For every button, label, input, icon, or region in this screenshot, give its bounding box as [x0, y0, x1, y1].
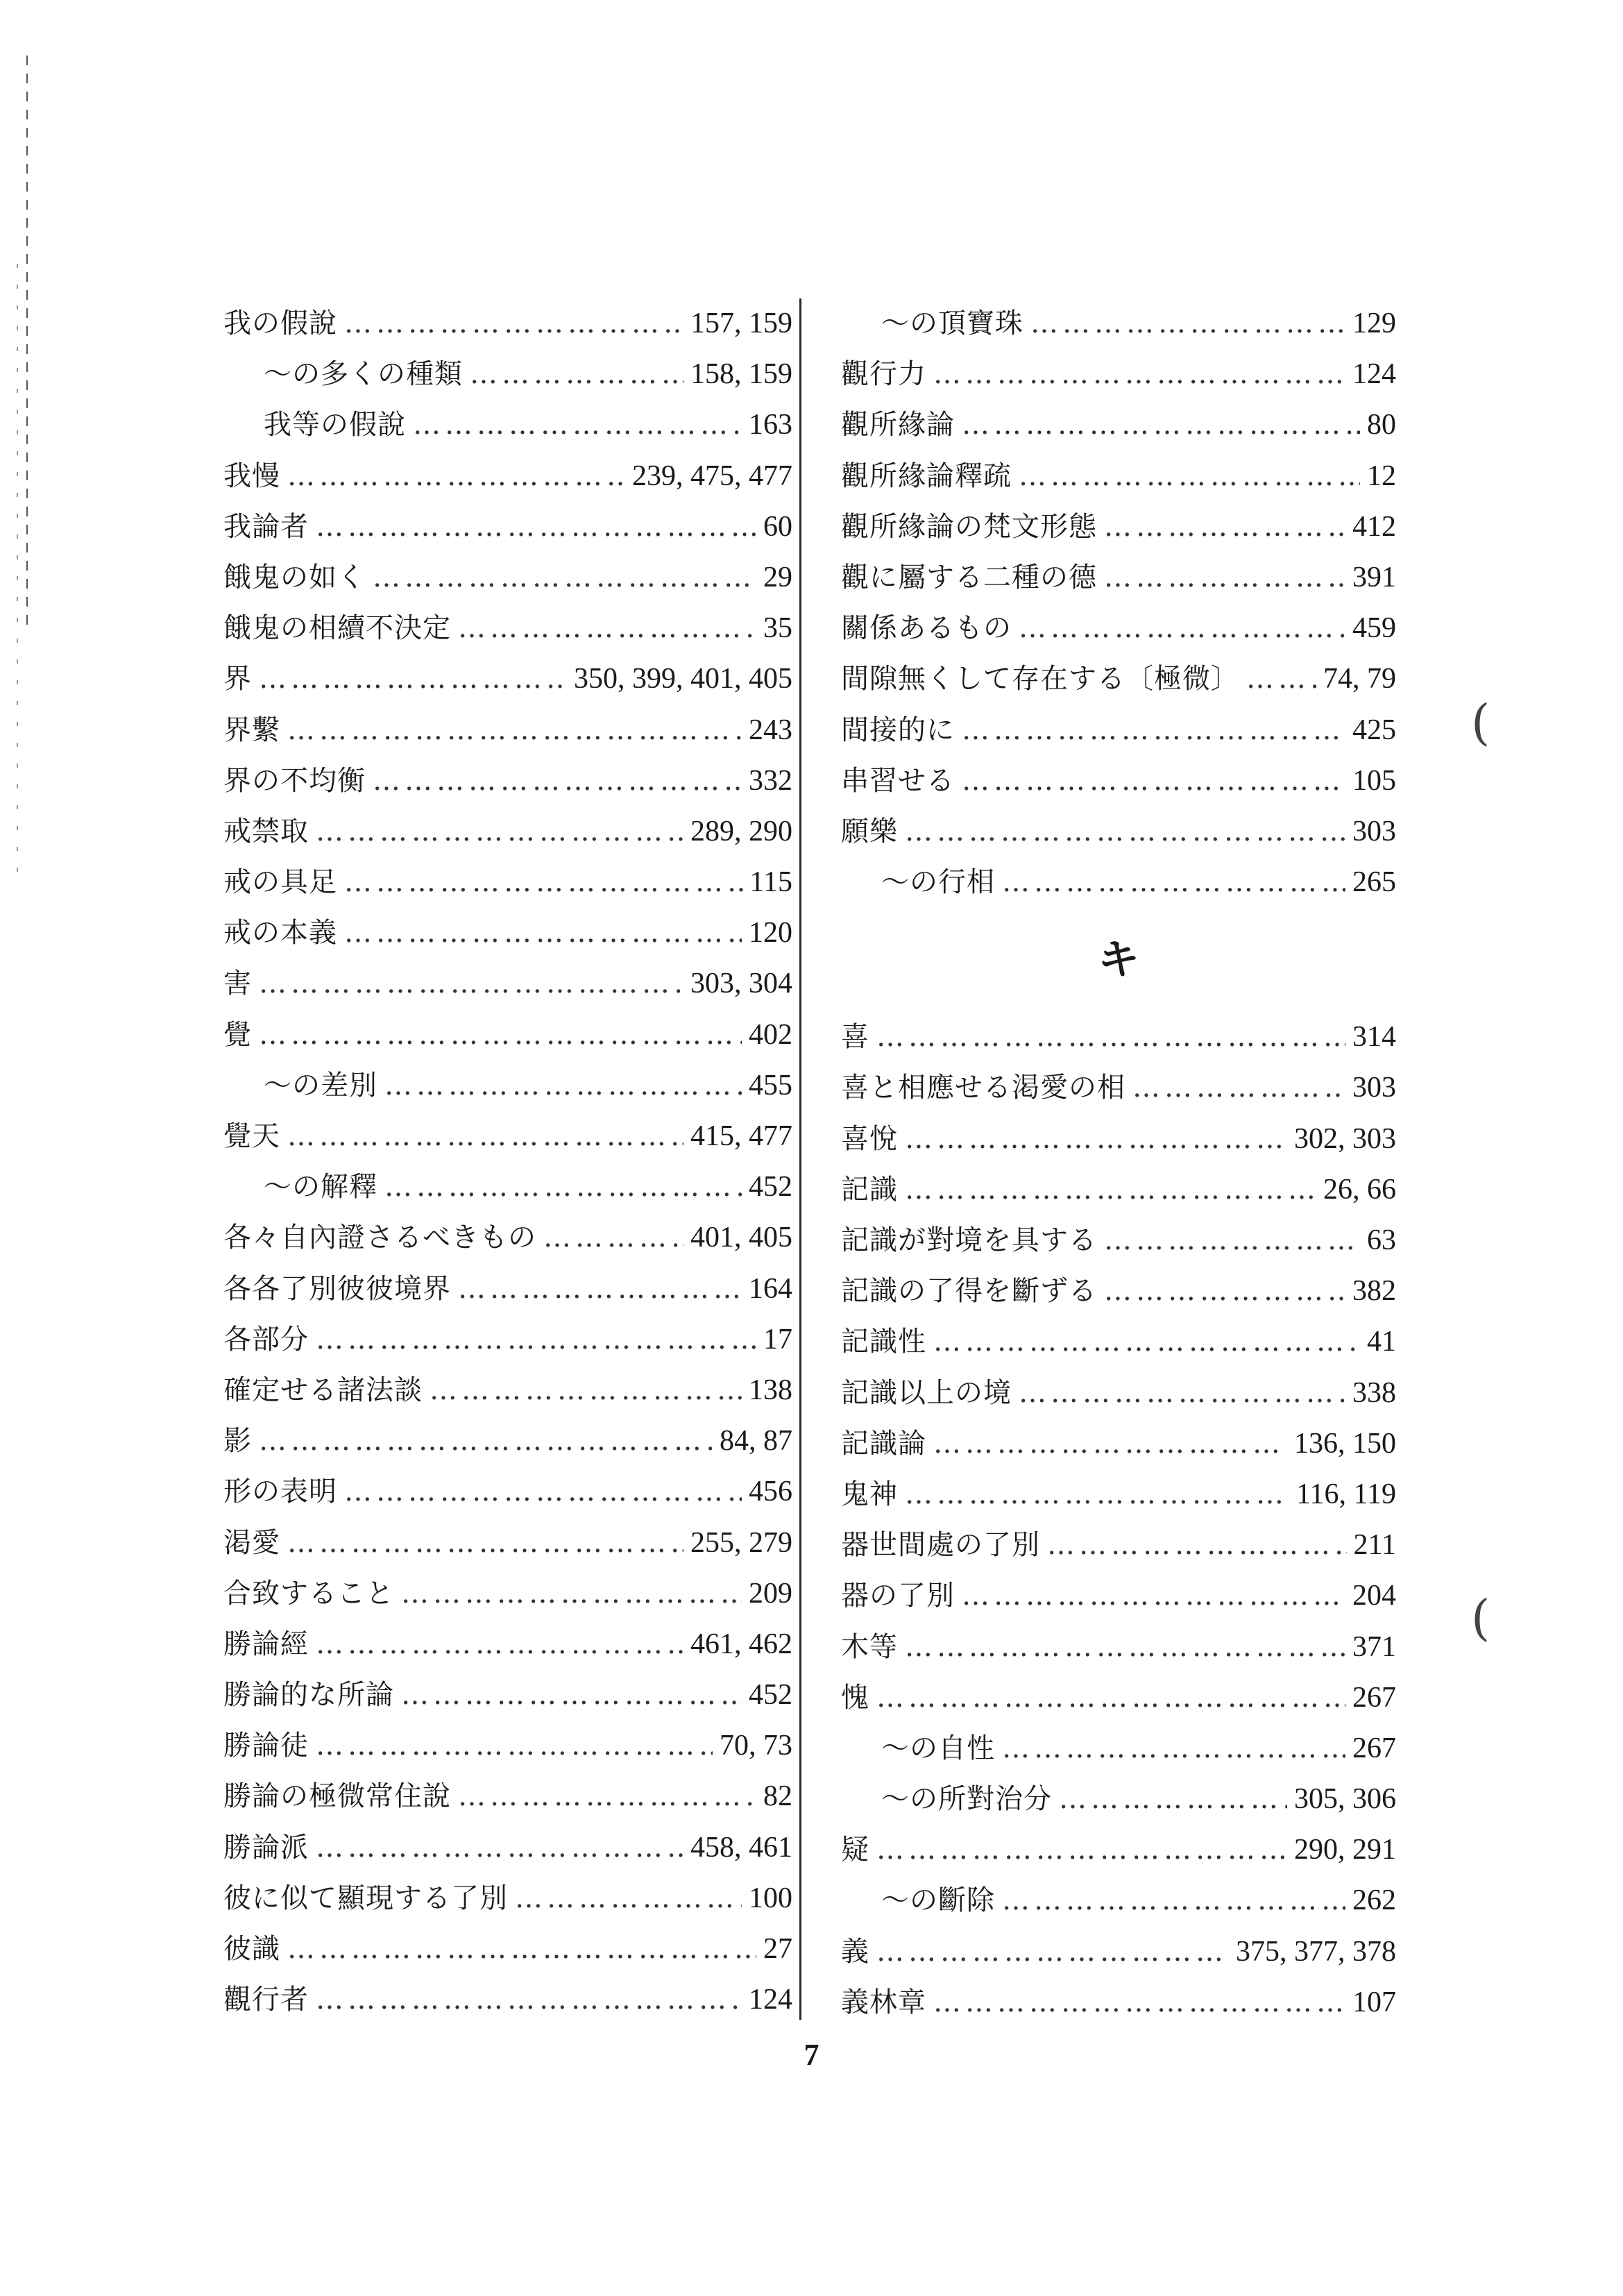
index-term: 〜の解釋 [264, 1171, 377, 1204]
index-page-refs: 107 [1352, 1986, 1396, 2018]
index-page-refs: 70, 73 [720, 1730, 792, 1762]
index-term: 戒の具足 [223, 866, 337, 899]
index-term: 間接的に [841, 714, 955, 746]
leader-dots [1002, 1875, 1345, 1926]
index-page-refs: 12 [1367, 459, 1396, 492]
leader-dots [905, 807, 1345, 857]
index-page-refs: 303, 304 [690, 968, 792, 1000]
index-term: 影 [223, 1425, 252, 1458]
index-term: 彼に似て顯現する了別 [223, 1882, 508, 1914]
index-entry [223, 857, 792, 908]
leader-dots [962, 1571, 1345, 1621]
index-entry [841, 298, 1396, 349]
leader-dots [430, 1365, 742, 1416]
index-page-refs: 262 [1352, 1884, 1396, 1917]
index-term: 觀所緣論の梵文形態 [841, 510, 1097, 543]
index-entry [223, 502, 792, 552]
index-entry [223, 1771, 792, 1822]
index-entry [841, 1114, 1396, 1165]
leader-dots [1104, 552, 1345, 603]
index-entry [841, 1774, 1396, 1825]
index-page-refs: 332 [749, 764, 792, 797]
leader-dots [384, 1061, 742, 1111]
index-page-refs: 458, 461 [690, 1831, 792, 1864]
index-term: 記識が對境を具する [841, 1224, 1097, 1256]
index-page-refs: 209 [749, 1577, 792, 1610]
leader-dots [259, 959, 683, 1009]
index-entry [841, 1977, 1396, 2028]
leader-dots [1047, 1520, 1347, 1571]
index-term: 我論者 [223, 510, 309, 543]
index-entry [223, 1924, 792, 1975]
index-entry [223, 1111, 792, 1162]
index-page-refs: 138 [749, 1374, 792, 1406]
index-entry [223, 1061, 792, 1111]
leader-dots [962, 705, 1345, 756]
index-page-refs: 27 [763, 1933, 792, 1965]
leader-dots [458, 603, 756, 654]
index-term: 〜の多くの種類 [264, 358, 463, 391]
index-page-refs: 100 [749, 1882, 792, 1914]
index-entry [223, 1569, 792, 1619]
index-page-refs: 267 [1352, 1732, 1396, 1764]
index-page-refs: 116, 119 [1296, 1478, 1396, 1510]
index-entry [841, 1927, 1396, 1977]
index-term: 覺天 [223, 1120, 280, 1152]
index-entry [841, 1165, 1396, 1215]
index-page-refs: 382 [1352, 1275, 1396, 1308]
leader-dots [344, 908, 742, 959]
index-term: 記識の了得を斷ずる [841, 1275, 1097, 1308]
leader-dots [1030, 298, 1345, 349]
leader-dots [458, 1771, 756, 1822]
index-term: 勝論の極微常住說 [223, 1780, 451, 1813]
index-page-refs: 211 [1353, 1529, 1396, 1562]
index-entry [841, 1012, 1396, 1063]
index-term: 觀所緣論釋疏 [841, 459, 1012, 492]
index-entry [223, 298, 792, 349]
index-term: 界の不均衡 [223, 764, 366, 797]
index-term: 觀行力 [841, 358, 926, 391]
leader-dots [905, 1622, 1345, 1673]
index-page-refs: 243 [749, 714, 792, 746]
index-page-refs: 136, 150 [1294, 1427, 1396, 1460]
index-entry [841, 552, 1396, 603]
index-entry [841, 1469, 1396, 1520]
index-term: 確定せる諸法談 [223, 1374, 423, 1406]
index-entry [841, 502, 1396, 552]
index-page-refs: 74, 79 [1323, 663, 1396, 695]
index-term: 渇愛 [223, 1526, 280, 1559]
index-entry [223, 349, 792, 400]
index-page-refs: 425 [1352, 714, 1396, 746]
index-page-refs: 459 [1352, 612, 1396, 645]
index-entry [841, 400, 1396, 450]
leader-dots [1019, 603, 1345, 654]
index-page-refs: 314 [1352, 1021, 1396, 1054]
index-page-refs: 82 [763, 1780, 792, 1813]
leader-dots [876, 1825, 1287, 1875]
leader-dots [1059, 1774, 1287, 1825]
index-page-refs: 350, 399, 401, 405 [574, 663, 792, 695]
leader-dots [905, 1469, 1289, 1520]
index-term: 間隙無くして存在する〔極微〕 [841, 663, 1239, 695]
leader-dots [876, 1673, 1345, 1723]
index-page-refs: 452 [749, 1171, 792, 1204]
right-index-entries-bottom [841, 1012, 1396, 2028]
index-entry [223, 654, 792, 704]
index-entry [841, 1723, 1396, 1774]
index-term: 勝論經 [223, 1628, 309, 1660]
index-page-refs: 305, 306 [1294, 1783, 1396, 1816]
leader-dots [876, 1012, 1345, 1063]
index-entry [223, 1721, 792, 1771]
index-page-refs: 267 [1352, 1681, 1396, 1714]
index-term: 〜の行相 [881, 866, 995, 899]
index-page-refs: 239, 475, 477 [632, 459, 792, 492]
right-index-entries-top [841, 298, 1396, 908]
leader-dots [470, 349, 683, 400]
right-index-column [841, 298, 1396, 2028]
leader-dots [287, 1111, 683, 1162]
index-term: 〜の自性 [881, 1732, 995, 1764]
leader-dots [384, 1162, 742, 1213]
index-entry [223, 908, 792, 959]
index-page-refs: 452 [749, 1679, 792, 1712]
index-term: 各各了別彼彼境界 [223, 1272, 451, 1305]
index-page-refs: 158, 159 [690, 358, 792, 391]
index-entry [841, 349, 1396, 400]
leader-dots [401, 1569, 742, 1619]
index-entry [841, 1419, 1396, 1469]
page-number: 7 [804, 2038, 819, 2072]
index-page-refs: 290, 291 [1294, 1834, 1396, 1866]
index-entry [223, 1213, 792, 1263]
index-entry [223, 451, 792, 502]
index-entry [841, 1266, 1396, 1317]
leader-dots [905, 1165, 1316, 1215]
index-term: 串習せる [841, 764, 955, 797]
index-page-refs: 375, 377, 378 [1236, 1935, 1396, 1968]
index-term: 界 [223, 663, 252, 695]
index-page-refs: 84, 87 [720, 1425, 792, 1458]
index-term: 喜と相應せる渇愛の相 [841, 1072, 1125, 1104]
index-term: 觀に屬する二種の德 [841, 561, 1097, 593]
index-entry [841, 1368, 1396, 1419]
index-term: 疑 [841, 1834, 869, 1866]
index-entry [223, 1162, 792, 1213]
left-index-column [223, 298, 792, 2025]
index-entry [223, 705, 792, 756]
index-term: 記識 [841, 1173, 898, 1206]
index-term: 〜の斷除 [881, 1884, 995, 1917]
leader-dots [933, 1317, 1360, 1367]
margin-scan-dots [17, 264, 18, 888]
index-entry [223, 1467, 792, 1517]
index-entry [841, 705, 1396, 756]
index-entry [841, 654, 1396, 704]
index-page-refs: 302, 303 [1294, 1122, 1396, 1155]
index-page-refs: 371 [1352, 1630, 1396, 1663]
index-entry [223, 1365, 792, 1416]
index-entry [223, 1823, 792, 1873]
index-entry [223, 1670, 792, 1721]
index-term: 合致すること [223, 1577, 394, 1610]
index-page-refs: 338 [1352, 1376, 1396, 1409]
index-page-refs: 255, 279 [690, 1526, 792, 1559]
margin-bracket-mark: ( [1471, 1589, 1490, 1646]
index-page-refs: 115 [749, 866, 792, 899]
index-term: 〜の頂寶珠 [881, 307, 1023, 339]
index-page-refs: 163 [749, 409, 792, 441]
leader-dots [1104, 1215, 1360, 1266]
index-term: 鬼神 [841, 1478, 898, 1510]
index-term: 喜悅 [841, 1122, 898, 1155]
index-page-refs: 461, 462 [690, 1628, 792, 1660]
leader-dots [515, 1873, 742, 1924]
index-term: 關係あるもの [841, 612, 1012, 645]
index-term: 害 [223, 968, 252, 1000]
leader-dots [905, 1114, 1287, 1165]
leader-dots [373, 552, 756, 603]
leader-dots [543, 1213, 683, 1263]
index-entry [841, 857, 1396, 908]
index-page-refs: 105 [1352, 764, 1396, 797]
index-term: 木等 [841, 1630, 898, 1663]
index-term: 我の假說 [223, 307, 337, 339]
leader-dots [413, 400, 742, 450]
index-term: 愧 [841, 1681, 869, 1714]
index-entry [223, 1873, 792, 1924]
index-entry [841, 807, 1396, 857]
index-entry [841, 1571, 1396, 1621]
index-entry [841, 1520, 1396, 1571]
index-page-refs: 204 [1352, 1580, 1396, 1612]
leader-dots [344, 298, 683, 349]
index-page-refs: 412 [1352, 510, 1396, 543]
leader-dots [1104, 502, 1345, 552]
index-page-refs: 63 [1367, 1224, 1396, 1256]
leader-dots [401, 1670, 742, 1721]
index-term: 形の表明 [223, 1476, 337, 1508]
index-page-refs: 124 [1352, 358, 1396, 391]
index-page-refs: 124 [749, 1984, 792, 2016]
index-entry [841, 1825, 1396, 1875]
index-page-refs: 26, 66 [1323, 1173, 1396, 1206]
leader-dots [287, 451, 625, 502]
index-page-refs: 456 [749, 1476, 792, 1508]
index-page-refs: 455 [749, 1069, 792, 1101]
leader-dots [344, 857, 743, 908]
index-entry [841, 1317, 1396, 1367]
index-page-refs: 60 [763, 510, 792, 543]
index-term: 觀行者 [223, 1984, 309, 2016]
leader-dots [287, 1924, 756, 1975]
index-page-refs: 303 [1352, 815, 1396, 847]
index-term: 記識以上の境 [841, 1376, 1012, 1409]
leader-dots [316, 502, 756, 552]
index-entry [223, 400, 792, 450]
leader-dots [316, 807, 683, 857]
index-entry [841, 756, 1396, 807]
leader-dots [1002, 857, 1345, 908]
index-page-refs: 35 [763, 612, 792, 645]
index-term: 戒の本義 [223, 917, 337, 949]
index-page-refs: 29 [763, 561, 792, 593]
leader-dots [933, 1419, 1287, 1469]
index-page-refs: 401, 405 [690, 1222, 792, 1254]
index-term: 界繫 [223, 714, 280, 746]
leader-dots [933, 1977, 1345, 2028]
leader-dots [876, 1927, 1229, 1977]
index-page-refs: 415, 477 [690, 1120, 792, 1152]
leader-dots [316, 1975, 742, 2025]
index-entry [841, 1622, 1396, 1673]
index-entry [841, 603, 1396, 654]
leader-dots [316, 1619, 683, 1670]
index-entry [223, 552, 792, 603]
leader-dots [1019, 1368, 1345, 1419]
index-term: 記識論 [841, 1427, 926, 1460]
index-term: 餓鬼の相續不決定 [223, 612, 451, 645]
section-heading-ki: キ [1098, 936, 1139, 985]
leader-dots [287, 1518, 683, 1569]
index-page-refs: 41 [1367, 1326, 1396, 1358]
index-entry [841, 1215, 1396, 1266]
index-term: 記識性 [841, 1326, 926, 1358]
index-term: 彼識 [223, 1933, 280, 1965]
column-divider [799, 298, 801, 2020]
leader-dots [287, 705, 742, 756]
index-page-refs: 17 [763, 1323, 792, 1356]
index-entry [223, 807, 792, 857]
leader-dots [962, 400, 1360, 450]
index-entry [223, 1264, 792, 1315]
leader-dots [259, 654, 567, 704]
index-term: 〜の差別 [264, 1069, 377, 1101]
index-entry [223, 756, 792, 807]
index-term: 喜 [841, 1021, 869, 1054]
index-page-refs: 391 [1352, 561, 1396, 593]
leader-dots [316, 1315, 756, 1365]
leader-dots [1019, 451, 1360, 502]
index-entry [841, 1063, 1396, 1113]
margin-bracket-mark: ( [1471, 694, 1490, 751]
index-entry [223, 603, 792, 654]
leader-dots [344, 1467, 742, 1517]
index-entry [223, 1975, 792, 2025]
leader-dots [259, 1416, 713, 1467]
index-entry [841, 451, 1396, 502]
index-page-refs: 80 [1367, 409, 1396, 441]
index-term: 我慢 [223, 459, 280, 492]
leader-dots [316, 1721, 713, 1771]
leader-dots [458, 1264, 742, 1315]
leader-dots [962, 756, 1345, 807]
index-term: 戒禁取 [223, 815, 309, 847]
index-entry [223, 1518, 792, 1569]
index-page-refs: 265 [1352, 866, 1396, 899]
index-page-refs: 303 [1352, 1072, 1396, 1104]
index-page-refs: 402 [749, 1018, 792, 1051]
index-term: 器の了別 [841, 1580, 955, 1612]
index-term: 〜の所對治分 [881, 1783, 1052, 1816]
index-entry [841, 1673, 1396, 1723]
index-entry [223, 1315, 792, 1365]
leader-dots [933, 349, 1345, 400]
index-term: 勝論徒 [223, 1730, 309, 1762]
index-term: 願樂 [841, 815, 898, 847]
index-page-refs: 164 [749, 1272, 792, 1305]
index-page-refs: 120 [749, 917, 792, 949]
index-term: 各部分 [223, 1323, 309, 1356]
index-page-refs: 129 [1352, 307, 1396, 339]
leader-dots [316, 1823, 683, 1873]
index-page-refs: 157, 159 [690, 307, 792, 339]
index-term: 勝論派 [223, 1831, 309, 1864]
index-entry [223, 1416, 792, 1467]
leader-dots [259, 1010, 742, 1061]
index-page-refs: 289, 290 [690, 815, 792, 847]
index-term: 器世間處の了別 [841, 1529, 1040, 1562]
leader-dots [1002, 1723, 1345, 1774]
index-term: 觀所緣論 [841, 409, 955, 441]
index-term: 餓鬼の如く [223, 561, 366, 593]
leader-dots [1104, 1266, 1345, 1317]
index-entry [223, 1619, 792, 1670]
leader-dots [373, 756, 742, 807]
index-entry [841, 1875, 1396, 1926]
index-term: 覺 [223, 1018, 252, 1051]
index-term: 各々自內證さるべきもの [223, 1222, 536, 1254]
leader-dots [1246, 654, 1316, 704]
index-term: 我等の假說 [264, 409, 406, 441]
margin-scan-line [26, 56, 28, 625]
index-term: 義林章 [841, 1986, 926, 2018]
index-term: 勝論的な所論 [223, 1679, 394, 1712]
index-entry [223, 1010, 792, 1061]
leader-dots [1132, 1063, 1345, 1113]
index-entry [223, 959, 792, 1009]
index-term: 義 [841, 1935, 869, 1968]
